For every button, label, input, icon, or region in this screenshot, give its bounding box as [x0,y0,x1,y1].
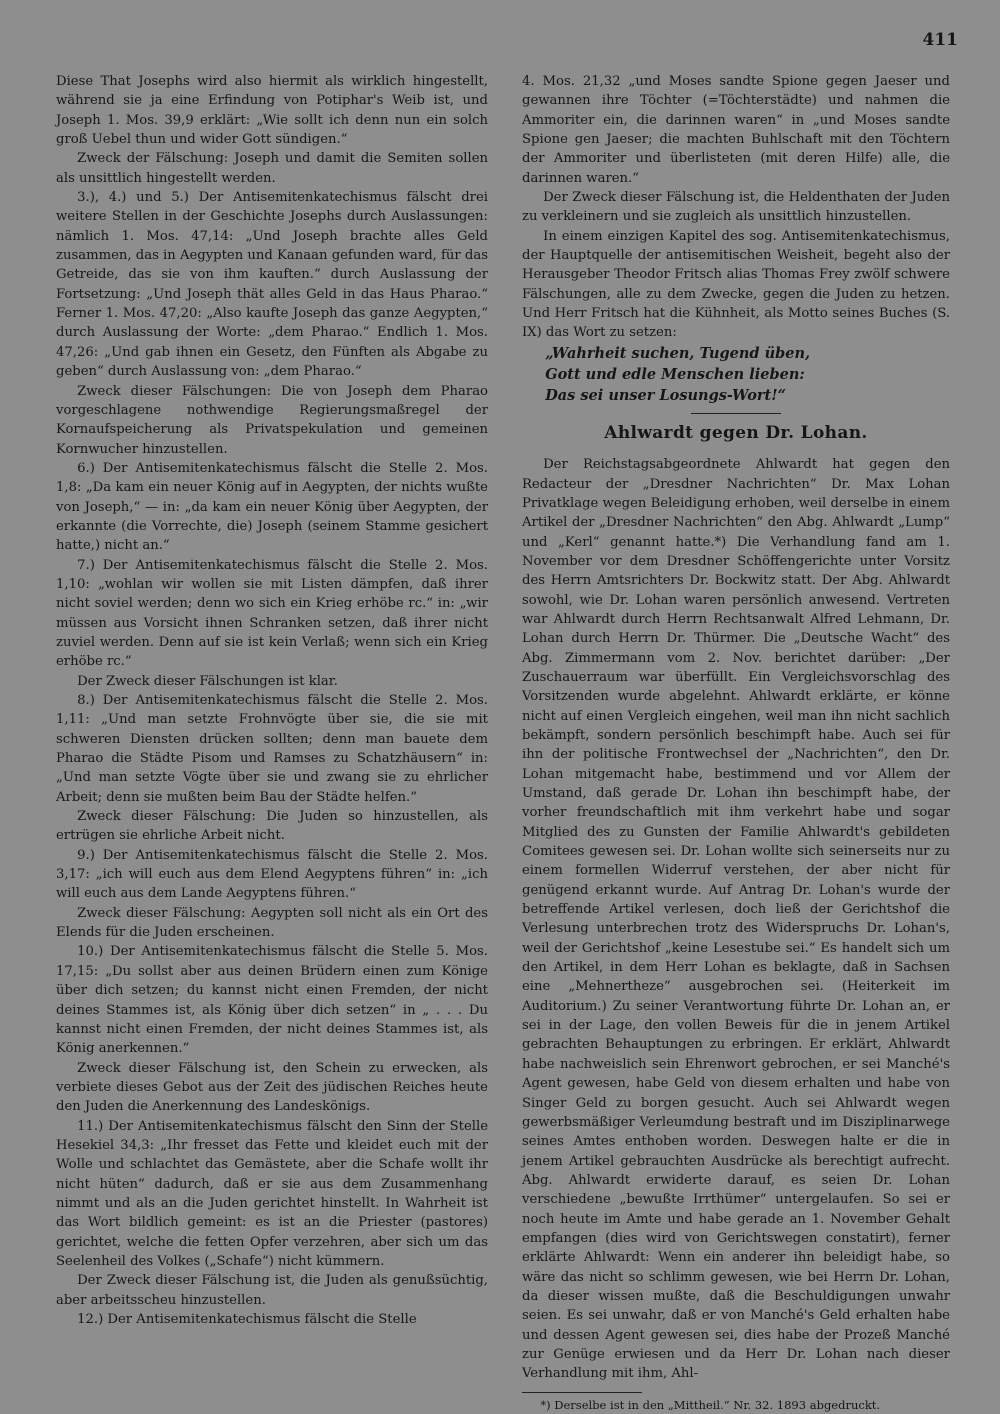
section-divider [691,413,781,414]
paragraph: Der Zweck dieser Fälschung ist, die Juden als genußsüchtig, aber arbeitsscheu hinzustellen. [56,1273,488,1308]
paragraph: Diese That Josephs wird also hiermit als wirklich hingestellt, während sie ja eine Erfindung von Potiphar's Weib ist, und Joseph 1. Mos. 39,9 erklärt: „Wie sollt ich denn nun ein solch groß Uebel thun und wider Gott sündigen.“ [56,74,488,148]
paragraph: 6.) Der Antisemitenkatechismus fälscht die Stelle 2. Mos. 1,8: „Da kam ein neuer König auf in Aegypten, der nichts wußte von Joseph,“ — in: „da kam ein neuer König über Aegypten, der erkannte (die Vorrechte, die) Joseph (seinem Stamme gesichert hatte,) nicht an.“ [56,460,488,554]
paragraph: 4. Mos. 21,32 „und Moses sandte Spione gegen Jaeser und gewannen ihre Töchter (=Töchterstädte) und nahmen die Ammoriter ein, die darinnen waren“ in „und Moses sandte Spione gen Jaeser; die machten Buhlschaft mit den Töchtern der Ammoriter und überlisteten (mit deren Hilfe) alle, die darinnen waren.“ [522,74,950,186]
paragraph: In einem einzigen Kapitel des sog. Antisemitenkatechismus, der Hauptquelle der antisemitischen Weisheit, begeht also der Herausgeber Theodor Fritsch alias Thomas Frey zwölf schwere Fälschungen, alle zu dem Zwecke, gegen die Juden zu hetzen. Und Herr Fritsch hat die Kühnheit, als Motto seines Buches (S. IX) das Wort zu setzen: [522,228,950,341]
paragraph: Der Zweck dieser Fälschung ist, die Heldenthaten der Juden zu verkleinern und sie zugleich als unsittlich hinzustellen. [522,190,950,225]
motto [522,343,950,406]
left-column [56,72,488,1329]
page-number: 411 [922,30,958,50]
paragraph: 3.), 4.) und 5.) Der Antisemitenkatechismus fälscht drei weitere Stellen in der Geschichte Josephs durch Auslassungen: nämlich 1. Mos. 47,14: „Und Joseph brachte alles Geld zusammen, das in Aegypten und Kanaan gefunden ward, für das Getreide, das sie von ihm kauften.“ durch Auslassung der Fortsetzung: „Und Joseph thät alles Geld in das Haus Pharao.“ Ferner 1. Mos. 47,20: „Also kaufte Joseph das ganze Aegypten,“ durch Auslassung der Worte: „dem Pharao.“ Endlich 1. Mos. 47,26: „Und gab ihnen ein Gesetz, den Fünften als Abgabe zu geben“ durch Auslassung von: „dem Pharao.“ [56,190,488,380]
paragraph: Der Reichstagsabgeordnete Ahlwardt hat gegen den Redacteur der „Dresdner Nachrichten“ Dr. Max Lohan Privatklage wegen Beleidigung erhoben, weil derselbe in einem Artikel der „Dresdner Nachrichten“ den Abg. Ahlwardt „Lump“ und „Kerl“ genannt hatte.*) Die Verhandlung fand am 1. November vor dem Dresdner Schöffengerichte unter Vorsitz des Herrn Amtsrichters Dr. Bockwitz statt. Der Abg. Ahlwardt sowohl, wie Dr. Lohan waren persönlich anwesend. Vertreten war Ahlwardt durch Herrn Rechtsanwalt Alfred Lehmann, Dr. Lohan durch Herrn Dr. Thürmer. Die „Deutsche Wacht“ des Abg. Zimmermann vom 2. Nov. berichtet darüber: „Der Zuschauerraum war überfüllt. Ein Vergleichsvorschlag des Vorsitzenden wurde abgelehnt. Ahlwardt erklärte, er könne nicht auf einen Vergleich eingehen, weil man ihn nicht sachlich bekämpft, sondern persönlich beschimpft habe. Auch sei für ihn der politische Frontwechsel der „Nachrichten“, den Dr. Lohan mitgemacht habe, bestimmend und vor Allem der Umstand, daß gerade Dr. Lohan ihn beschimpft habe, der vorher freundschaftlich mit ihm verkehrt habe und sogar Mitglied des zu Gunsten der Familie Ahlwardt's gebildeten Comitees gewesen sei. Dr. Lohan wollte sich seinerseits nur zu einem formellen Widerruf verstehen, der aber nicht für genügend erkannt wurde. Auf Antrag Dr. Lohan's wurde der betreffende Artikel verlesen, doch ließ der Gerichtshof die Verlesung unterbrechen trotz des Widerspruchs Dr. Lohan's, weil der Gerichtshof „keine Lesestube sei.“ Es handelt sich um den Artikel, in dem Herr Lohan es beklagte, daß in Sachsen eine „Mehnertheze“ ausgebrochen sei. (Heiterkeit im Auditorium.) Zu seiner Verantwortung führte Dr. Lohan an, er sei in der Lage, den vollen Beweis für die in jenem Artikel gebrachten Behauptungen zu erbringen. Er erklärt, Ahlwardt habe nachweislich sein Ehrenwort gebrochen, er sei Manché's Agent gewesen, habe Geld von diesem erhalten und habe von Singer Geld zu borgen gesucht. Auch sei Ahlwardt wegen gewerbsmäßiger Verleumdung bestraft und im Disziplinarwege seines Amtes enthoben worden. Deswegen halte er die in jenem Artikel gebrauchten Ausdrücke als berechtigt aufrecht. Abg. Ahlwardt erwiderte darauf, es seien Dr. Lohan verschiedene „bewußte Irrthümer“ untergelaufen. So sei er noch heute im Amte und habe gerade an 1. November Gehalt empfangen (dies wird von Gerichtswegen constatirt), ferner erklärte Ahlwardt: Wenn ein anderer ihn beleidigt habe, so wäre das nicht so schlimm gewesen, wie bei Herrn Dr. Lohan, da dieser wissen mußte, daß die Beschuldigungen unwahr seien. Es sei unwahr, daß er von Manché's Geld erhalten habe und dessen Agent gewesen sei, dies habe der Prozeß Manché zur Genüge erwiesen und da Herr Dr. Lohan nach dieser Verhandlung mit ihm, Ahl- [522,457,950,1382]
footnote-divider [522,1392,642,1393]
footnote: *) Derselbe ist in den „Mittheil.“ Nr. 32. 1893 abgedruckt. [540,1397,881,1412]
right-column [522,72,950,1413]
section-heading: Ahlwardt gegen Dr. Lohan. [604,422,868,443]
paragraph: Zweck der Fälschung: Joseph und damit die Semiten sollen als unsittlich hingestellt werden. [56,151,488,186]
paragraph: Zweck dieser Fälschung: Die Juden so hinzustellen, als ertrügen sie ehrliche Arbeit nicht. [56,809,488,844]
motto-line: Gott und edle Menschen lieben: [545,365,805,383]
paragraph: 8.) Der Antisemitenkatechismus fälscht die Stelle 2. Mos. 1,11: „Und man setzte Frohnvögte über sie, die sie mit schweren Diensten drücken sollten; denn man bauete dem Pharao die Städte Pisom und Ramses zu Schatzhäusern“ in: „Und man setzte Vögte über sie und zwang sie zu ehrlicher Arbeit; denn sie mußten beim Bau der Städte helfen.“ [56,693,488,805]
paragraph: 11.) Der Antisemitenkatechismus fälscht den Sinn der Stelle Hesekiel 34,3: „Ihr fresset das Fette und kleidet euch mit der Wolle und schlachtet das Gemästete, aber die Schafe wollt ihr nicht hüten“ dadurch, daß er sie aus dem Zusammenhang nimmt und als an die Juden gerichtet hinstellt. In Wahrheit ist das Wort bildlich gemeint: es ist an die Priester (pastores) gerichtet, welche die fetten Opfer verzehren, aber sich um das Seelenheil des Volkes („Schafe“) nicht kümmern. [56,1118,488,1269]
paragraph: 9.) Der Antisemitenkatechismus fälscht die Stelle 2. Mos. 3,17: „ich will euch aus dem Elend Aegyptens führen“ in: „ich will euch aus dem Lande Aegyptens führen.“ [56,847,488,902]
paragraph: Zweck dieser Fälschung: Aegypten soll nicht als ein Ort des Elends für die Juden erscheinen. [56,905,488,941]
paragraph: 10.) Der Antisemitenkatechismus fälscht die Stelle 5. Mos. 17,15: „Du sollst aber aus deinen Brüdern einen zum Könige über dich setzen; du kannst nicht einen Fremden, der nicht deines Stammes ist, als König über dich setzen“ in „ . . . Du kannst nicht einen Fremden, der nicht deines Stammes ist, als König anerkennen.“ [56,944,488,1057]
motto-line: Das sei unser Losungs-Wort!“ [545,386,786,404]
paragraph: 7.) Der Antisemitenkatechismus fälscht die Stelle 2. Mos. 1,10: „wohlan wir wollen sie mit Listen dämpfen, daß ihrer nicht soviel werden; denn wo sich ein Krieg erhöbe rc.“ in: „wir müssen aus Vorsicht ihnen Schranken setzen, daß ihrer nicht zuviel werden. Denn auf sie ist kein Verlaß; wenn sich ein Krieg erhöbe rc.“ [56,557,488,670]
paragraph: Zweck dieser Fälschungen: Die von Joseph dem Pharao vorgeschlagene nothwendige Regierungsmaßregel der Kornaufspeicherung als Privatspekulation und gemeinen Kornwucher hinzustellen. [56,383,488,457]
paragraph: 12.) Der Antisemitenkatechismus fälscht die Stelle [77,1312,417,1327]
paragraph: Der Zweck dieser Fälschungen ist klar. [77,673,338,689]
paragraph: Zweck dieser Fälschung ist, den Schein zu erwecken, als verbiete dieses Gebot aus der Zeit des jüdischen Reiches heute den Juden die Anerkennung des Landeskönigs. [56,1060,488,1115]
motto-line: „Wahrheit suchen, Tugend üben, [545,344,811,362]
